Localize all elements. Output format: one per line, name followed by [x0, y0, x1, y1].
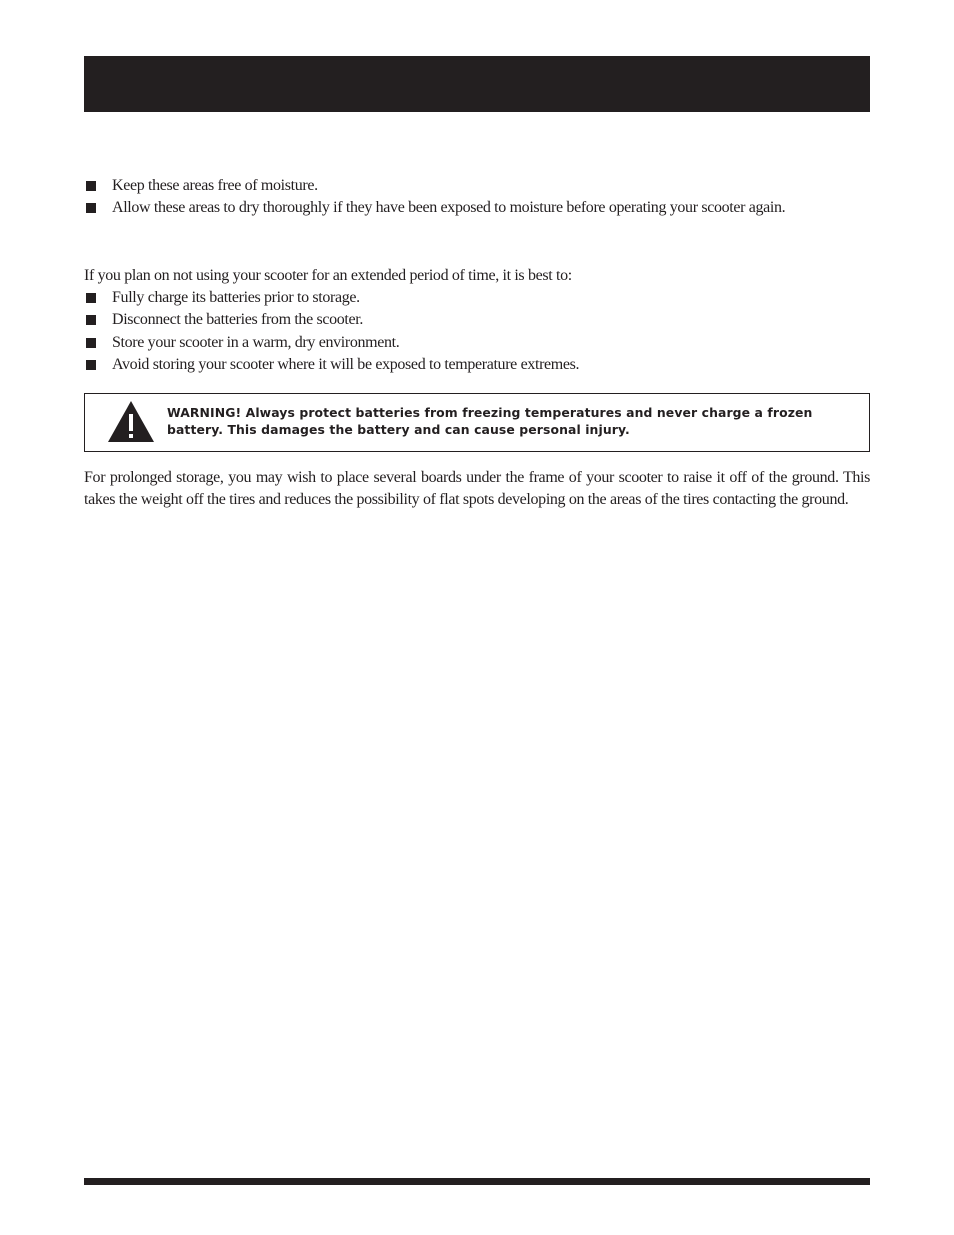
- square-bullet-icon: [86, 360, 96, 370]
- prolonged-storage-paragraph: For prolonged storage, you may wish to place several boards under the frame of your scooter to raise it off of the ground. This takes the weight off the tires and reduces the possibility of flat spots developing on the areas of the tires contacting the ground.: [84, 469, 870, 509]
- square-bullet-icon: [86, 293, 96, 303]
- square-bullet-icon: [86, 203, 96, 213]
- warning-box: [84, 393, 870, 452]
- list-item: [84, 287, 884, 309]
- list-item-text: Store your scooter in a warm, dry environment.: [112, 333, 400, 351]
- storage-intro: If you plan on not using your scooter for an extended period of time, it is best to:: [84, 267, 572, 284]
- list-item: [84, 354, 884, 376]
- footer-rule: [84, 1178, 870, 1185]
- square-bullet-icon: [86, 338, 96, 348]
- list-item-text: Fully charge its batteries prior to storage.: [112, 289, 360, 306]
- square-bullet-icon: [86, 315, 96, 325]
- list-item: [84, 197, 884, 219]
- list-item: [84, 175, 884, 197]
- list-item: [84, 309, 884, 331]
- list-item-text: Keep these areas free of moisture.: [112, 177, 318, 194]
- storage-bullet-list: [84, 287, 884, 377]
- warning-text: WARNING! Always protect batteries from freezing temperatures and never charge a frozen battery. This damages the battery and can cause personal injury.: [167, 405, 813, 437]
- list-item: [84, 332, 884, 354]
- list-item-text: Allow these areas to dry thoroughly if they have been exposed to moisture before operating your scooter again.: [112, 199, 786, 217]
- header-bar: [84, 56, 870, 112]
- warning-triangle-icon: [107, 400, 155, 443]
- list-item-text: Avoid storing your scooter where it will be exposed to temperature extremes.: [112, 356, 580, 374]
- moisture-bullet-list: [84, 175, 884, 220]
- list-item-text: Disconnect the batteries from the scooter.: [112, 311, 363, 329]
- square-bullet-icon: [86, 181, 96, 191]
